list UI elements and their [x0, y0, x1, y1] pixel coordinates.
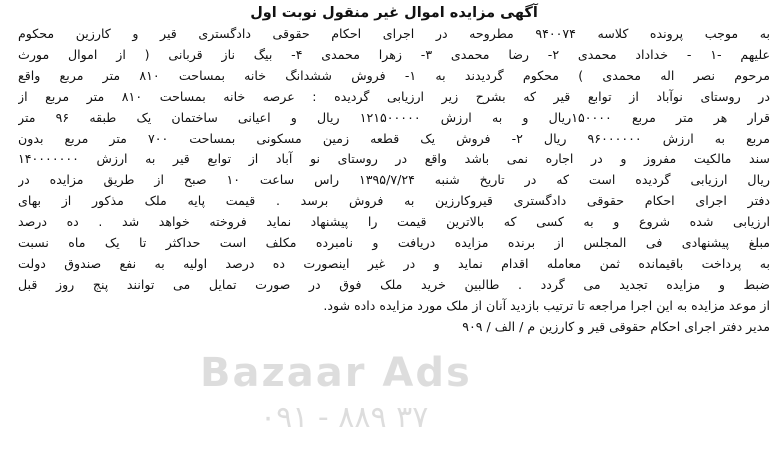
notice-line: سند مالکیت مفروز و در اجاره نمی باشد واقع در روستای نو آباد از توابع قیر به ارزش ۱۴۰۰۰۰۰۰۰ [18, 151, 770, 167]
notice-line: در روستای نوآباد از توابع قیر که بشرح زیر ارزیابی گردیده : عرصه خانه بمساحت ۸۱۰ متر مربع از [18, 88, 770, 104]
notice-line: به موجب پرونده کلاسه ۹۴۰۰۷۴ مطروحه در اجرای احکام حقوقی دادگستری قیر و کارزین محکوم [18, 26, 770, 41]
notice-line: ارزیابی شده شروع و به کسی که بالاترین قیمت را پیشنهاد نماید فروخته خواهد شد . ده درصد [18, 214, 770, 230]
notice-body [18, 24, 770, 317]
watermark [200, 350, 600, 450]
watermark-text: Bazaar Ads [200, 350, 472, 396]
notice-line: ریال ارزیابی گردیده است که در تاریخ شنبه ۱۳۹۵/۷/۲۴ راس ساعت ۱۰ صبح از طریق مزایده در [18, 172, 770, 188]
notice-signature: مدیر دفتر اجرای احکام حقوقی قیر و کارزین م / الف / ۹۰۹ [462, 318, 770, 334]
notice-line: مربع به ارزش ۹۶۰۰۰۰۰۰ ریال ۲- فروش یک قطعه زمین مسکونی بمساحت ۷۰۰ متر مربع بدون [18, 130, 770, 146]
auction-notice [18, 4, 770, 338]
notice-line: علیهم -۱ - خداداد محمدی ۲- رضا محمدی ۳- زهرا محمدی ۴- بیگ ناز قربانی ( از اموال مورث [18, 46, 770, 62]
notice-line: ضبط و مزایده تجدید می گردد . طالبین خرید ملک فوق در صورت تمایل می توانند پنج روز قبل [18, 276, 770, 292]
notice-line: قرار هر متر مربع ۱۵۰۰۰۰ریال و به ارزش ۱۲۱۵۰۰۰۰۰ ریال و اعیانی ساختمان یک طبقه ۹۶ متر [18, 109, 770, 125]
notice-line: از موعد مزایده به این اجرا مراجعه تا ترتیب بازدید آنان از ملک مورد مزایده داده شود. [323, 297, 770, 313]
notice-line: به پرداخت باقیمانده ثمن معامله اقدام نماید و در غیر اینصورت ده درصد اولیه به نفع صندوق دولت [18, 255, 770, 271]
notice-title: آگهی مزایده اموال غیر منقول نوبت اول [250, 5, 538, 21]
notice-line: مبلغ پیشنهادی فی المجلس از برنده مزایده دریافت و نامبرده مکلف است حداکثر تا یک ماه نسبت [18, 235, 770, 251]
notice-line: مرحوم نصر اله محمدی ) محکوم گردیدند به ۱- فروش ششدانگ خانه بمساحت ۸۱۰ متر مربع واقع [18, 67, 770, 83]
watermark-number: ۰۹۱ - ۸۸۹ ۳۷ [260, 400, 429, 435]
notice-line: دفتر اجرای احکام حقوقی دادگستری قیروکارزین به فروش برسد . قیمت پایه ملک مذکور از بهای [18, 193, 770, 209]
